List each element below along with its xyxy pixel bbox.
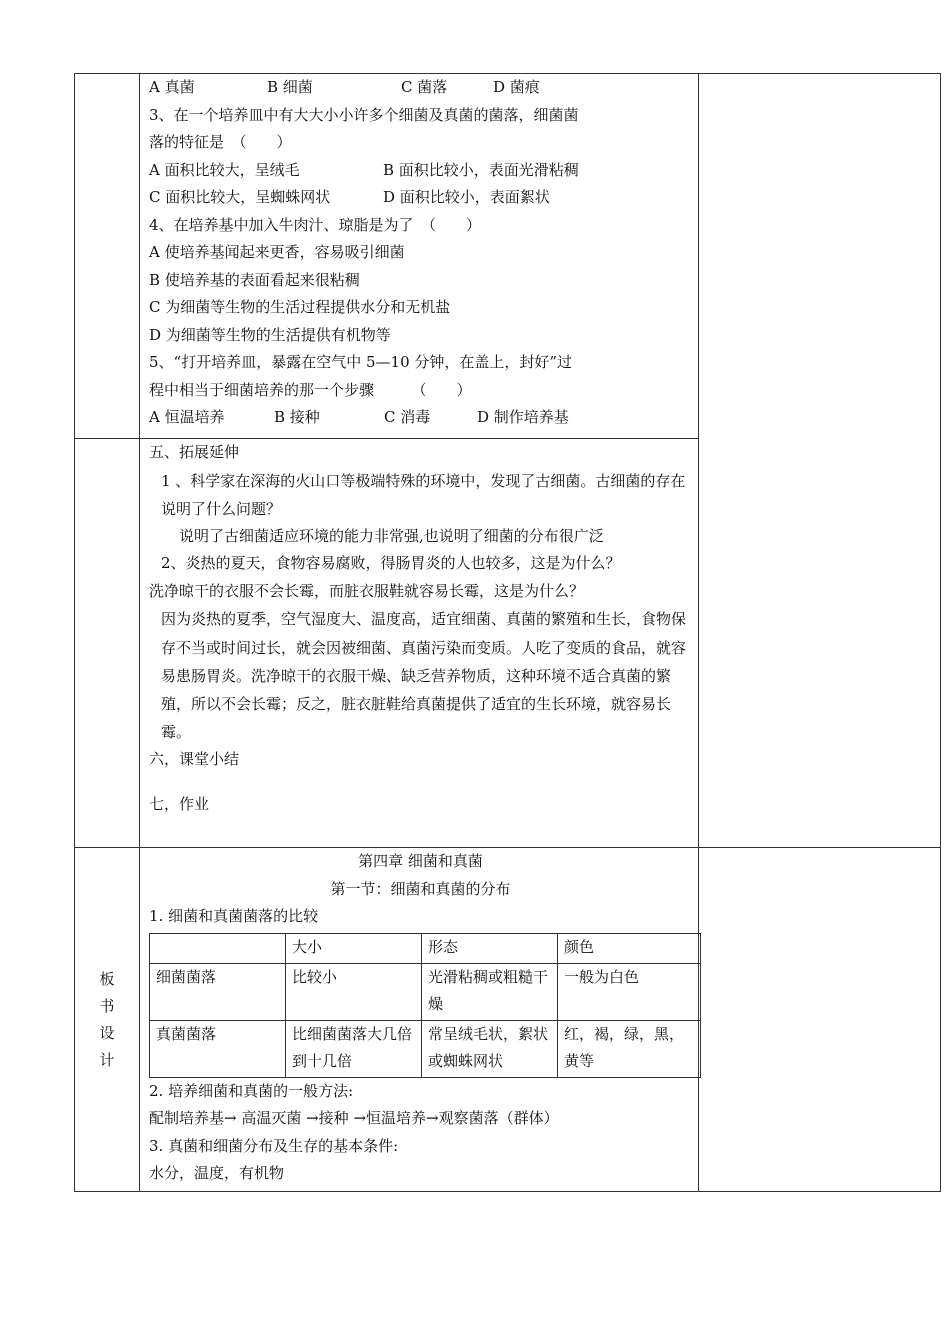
left-margin-cell-2 <box>75 439 140 848</box>
lesson-plan-table <box>74 73 941 1192</box>
culture-method: 配制培养基→ 高温灭菌 →接种 →恒温培养→观察菌落（群体） <box>149 1109 559 1127</box>
table-row: 细菌菌落 比较小 光滑粘稠或粗糙干燥 一般为白色 <box>150 963 701 1020</box>
question-4: 4、在培养基中加入牛肉汁、琼脂是为了 （ ） <box>149 215 482 234</box>
question-5-cont: 程中相当于细菌培养的那一个步骤 （ ） <box>149 380 472 399</box>
board-item-1: 1. 细菌和真菌菌落的比较 <box>149 907 319 925</box>
extension-question-1: 1 、科学家在深海的火山口等极端特殊的环境中，发现了古细菌。古细菌的存在说明了什么问题？ <box>161 471 686 518</box>
q4-option-a: A 使培养基闻起来更香，容易吸引细菌 <box>149 243 405 261</box>
extension-answer-1: 说明了古细菌适应环境的能力非常强,也说明了细菌的分布很广泛 <box>179 526 604 545</box>
board-design-cell <box>140 848 699 1192</box>
q3-options-row1: A 面积比较大，呈绒毛 B 面积比较小，表面光滑粘稠 <box>149 160 579 179</box>
section-title: 第一节：细菌和真菌的分布 <box>330 879 511 898</box>
table-row: 真菌菌落 比细菌菌落大几倍到十几倍 常呈绒毛状，絮状或蜘蛛网状 红，褐，绿，黑，黄等 <box>150 1020 701 1077</box>
question-3-cont: 落的特征是 （ ） <box>149 133 292 151</box>
extension-heading: 五、拓展延伸 <box>149 443 240 461</box>
summary-heading: 六，课堂小结 <box>149 750 240 769</box>
board-item-2: 2. 培养细菌和真菌的一般方法: <box>149 1081 354 1100</box>
question-3: 3、在一个培养皿中有大大小小许多个细菌及真菌的菌落，细菌菌 <box>149 105 579 124</box>
right-margin-cell <box>699 74 941 848</box>
extension-cell <box>140 439 699 848</box>
extension-question-2: 2、炎热的夏天，食物容易腐败，得肠胃炎的人也较多，这是为什么？ <box>161 554 621 573</box>
q4-option-d: D 为细菌等生物的生活提供有机物等 <box>149 325 391 344</box>
extension-question-2-cont: 洗净晾干的衣服不会长霉，而脏衣服鞋就容易长霉，这是为什么？ <box>149 581 585 600</box>
right-margin-cell-2 <box>699 848 941 1192</box>
board-design-label: 板 书 设 计 <box>75 848 140 1192</box>
q5-options: A 恒温培养 B 接种 C 消毒 D 制作培养基 <box>149 408 569 426</box>
extension-answer-2: 因为炎热的夏季，空气湿度大、温度高，适宜细菌、真菌的繁殖和生长，食物保存不当或时间过长，就会因被细菌、真菌污染而变质。人吃了变质的食品，就容易患肠胃炎。洗净晾干的衣服干燥、缺乏营养物质，这种环境不适合真菌的繁殖，所以不会长霉；反之，脏衣脏鞋给真菌提供了适宜的生长环境，就容易长霉。 <box>161 610 687 742</box>
table-header-row: 大小 形态 颜色 <box>150 933 701 963</box>
survival-conditions: 水分，温度，有机物 <box>149 1164 285 1182</box>
left-margin-cell <box>75 74 140 439</box>
board-item-3: 3. 真菌和细菌分布及生存的基本条件: <box>149 1136 399 1155</box>
exercise-cell <box>140 74 699 439</box>
question-5: 5、“打开培养皿，暴露在空气中 5—10 分钟，在盖上，封好”过 <box>149 353 573 371</box>
chapter-title: 第四章 细菌和真菌 <box>358 852 483 870</box>
colony-comparison-table <box>149 933 701 1078</box>
homework-heading: 七，作业 <box>149 794 210 813</box>
q2-options: A 真菌 B 细菌 C 菌落 D 菌痕 <box>149 78 540 96</box>
q3-options-row2: C 面积比较大，呈蜘蛛网状 D 面积比较小，表面絮状 <box>149 188 550 206</box>
q4-option-b: B 使培养基的表面看起来很粘稠 <box>149 270 360 289</box>
q4-option-c: C 为细菌等生物的生活过程提供水分和无机盐 <box>149 298 451 316</box>
